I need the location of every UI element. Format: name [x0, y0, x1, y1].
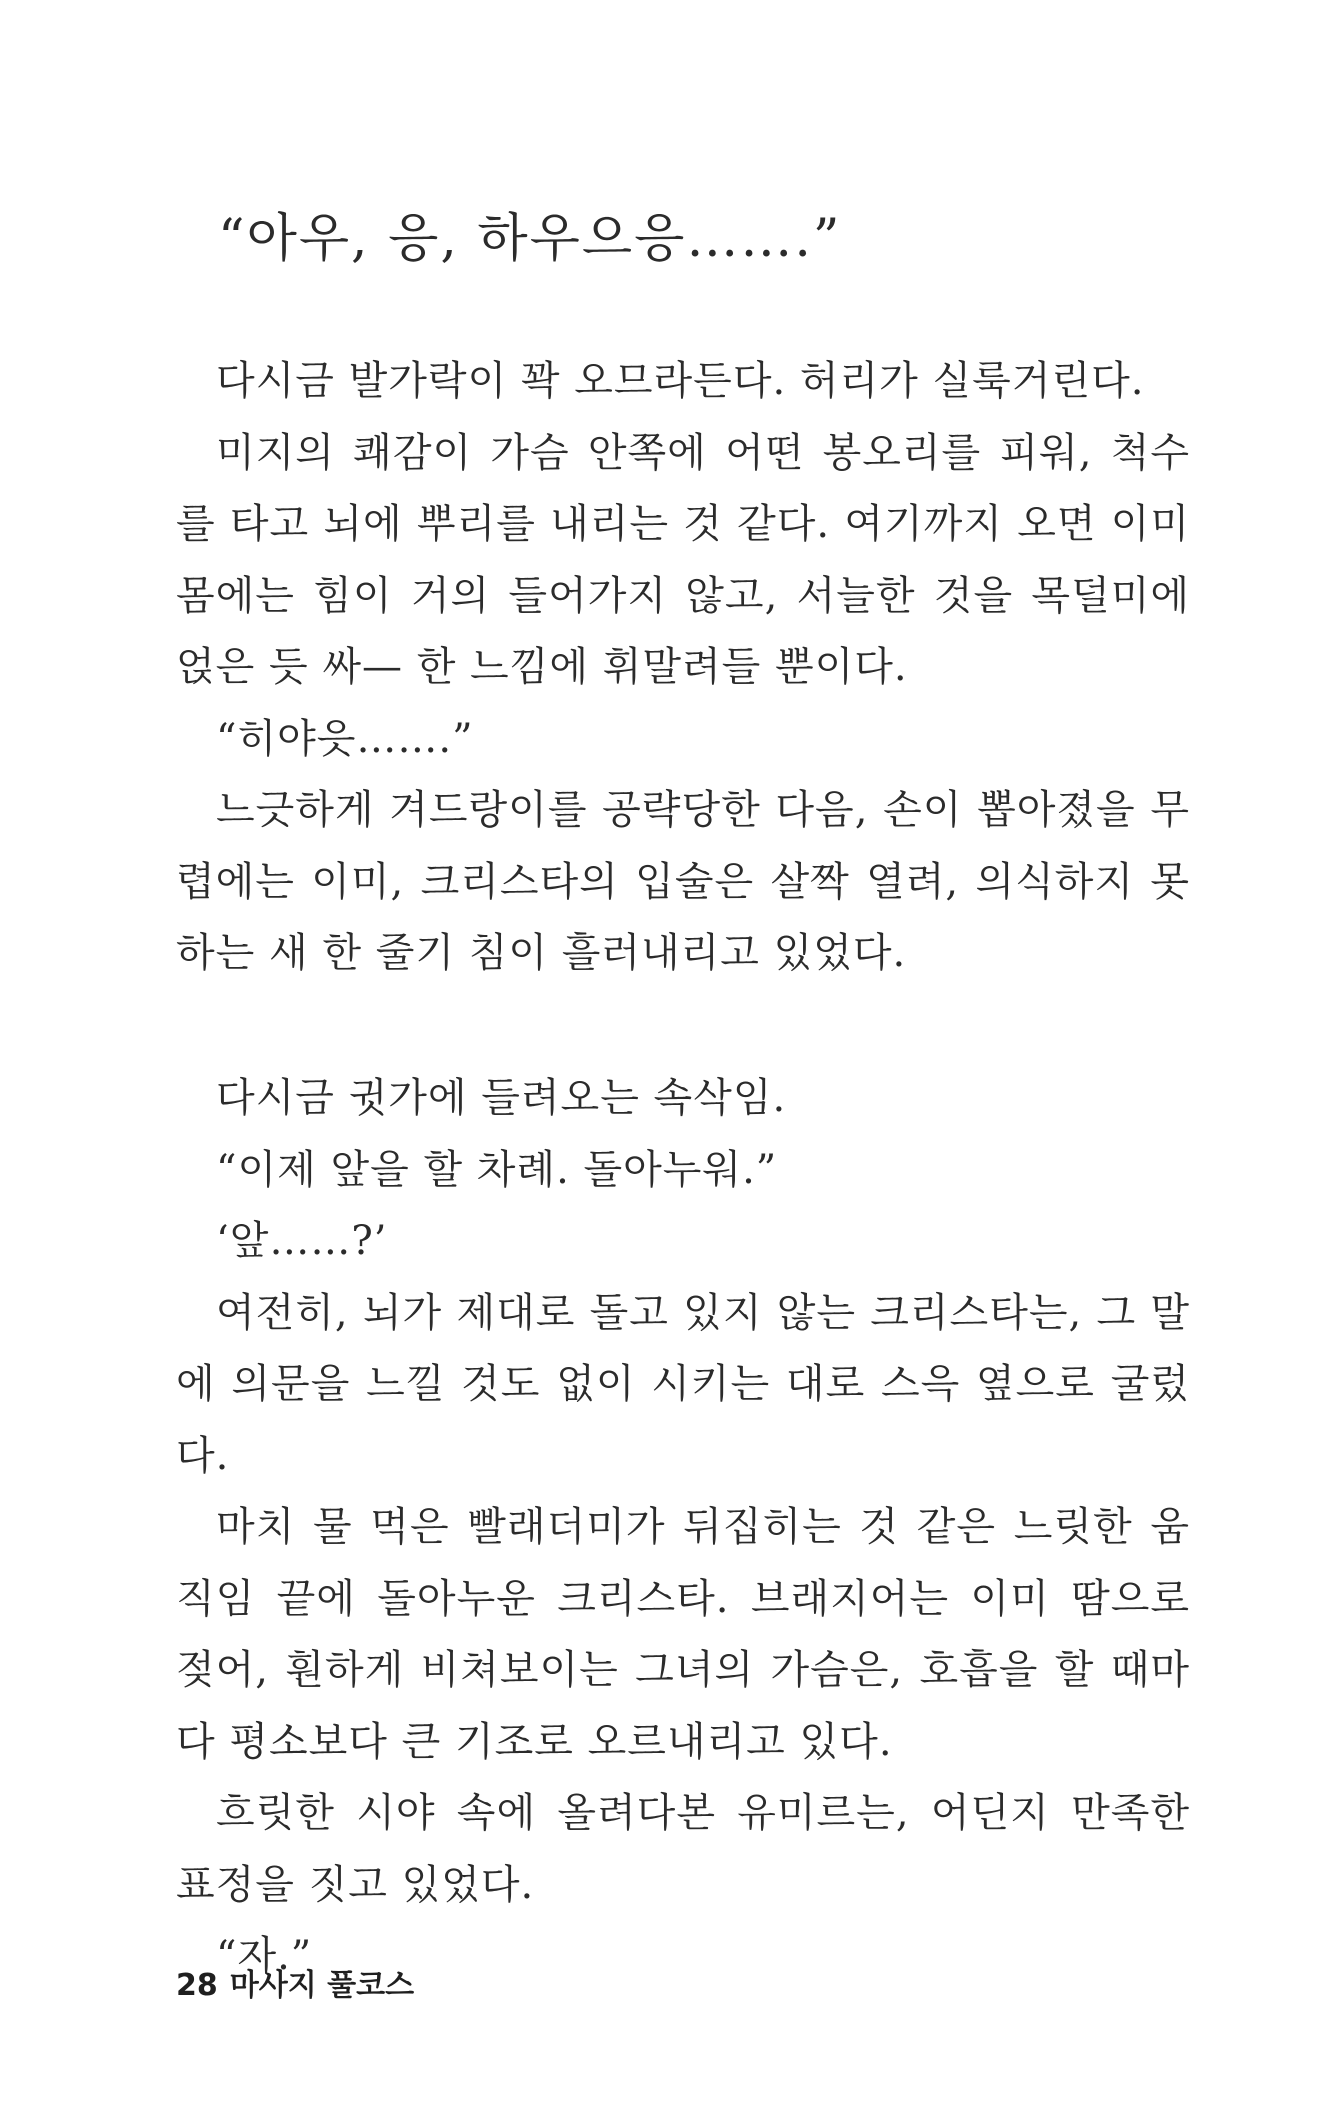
paragraph: 흐릿한 시야 속에 올려다본 유미르는, 어딘지 만족한 표정을 짓고 있었다.	[176, 1790, 1190, 1908]
paragraph: 다시금 귓가에 들려오는 속삭임.	[216, 1075, 787, 1121]
paragraph: ‘앞……?’	[216, 1218, 388, 1264]
page-number: 28	[176, 1968, 218, 2003]
text-block-two	[176, 1063, 1190, 1993]
text-block-one	[176, 346, 1190, 990]
paragraph: 마치 물 먹은 빨래더미가 뒤집히는 것 같은 느릿한 움직임 끝에 돌아누운 크리스타. 브래지어는 이미 땀으로 젖어, 훤하게 비쳐보이는 그녀의 가슴은, 호흡을 할 때마다 평소보다 큰 기조로 오르내리고 있다.	[176, 1504, 1190, 1765]
paragraph: 느긋하게 겨드랑이를 공략당한 다음, 손이 뽑아졌을 무렵에는 이미, 크리스타의 입술은 살짝 열려, 의식하지 못하는 새 한 줄기 침이 흘러내리고 있었다.	[176, 787, 1190, 976]
paragraph: “자.”	[216, 1933, 313, 1979]
paragraph: “이제 앞을 할 차례. 돌아누워.”	[216, 1146, 778, 1193]
paragraph: 미지의 쾌감이 가슴 안쪽에 어떤 봉오리를 피워, 척수를 타고 뇌에 뿌리를 내리는 것 같다. 여기까지 오면 이미 몸에는 힘이 거의 들어가지 않고, 서늘한 것을 목덜미에 얹은 듯 싸— 한 느낌에 휘말려들 뿐이다.	[176, 429, 1190, 690]
dialogue-heading: “아우, 응, 하우으응…….”	[218, 209, 842, 269]
paragraph: 여전히, 뇌가 제대로 돌고 있지 않는 크리스타는, 그 말에 의문을 느낄 것도 없이 시키는 대로 스윽 옆으로 굴렀다.	[176, 1289, 1190, 1479]
paragraph: 다시금 발가락이 꽉 오므라든다. 허리가 실룩거린다.	[216, 358, 1145, 404]
page-footer	[176, 1960, 414, 2004]
paragraph: “히야읏…….”	[216, 715, 474, 762]
book-title: 마사지 풀코스	[229, 1968, 415, 2003]
